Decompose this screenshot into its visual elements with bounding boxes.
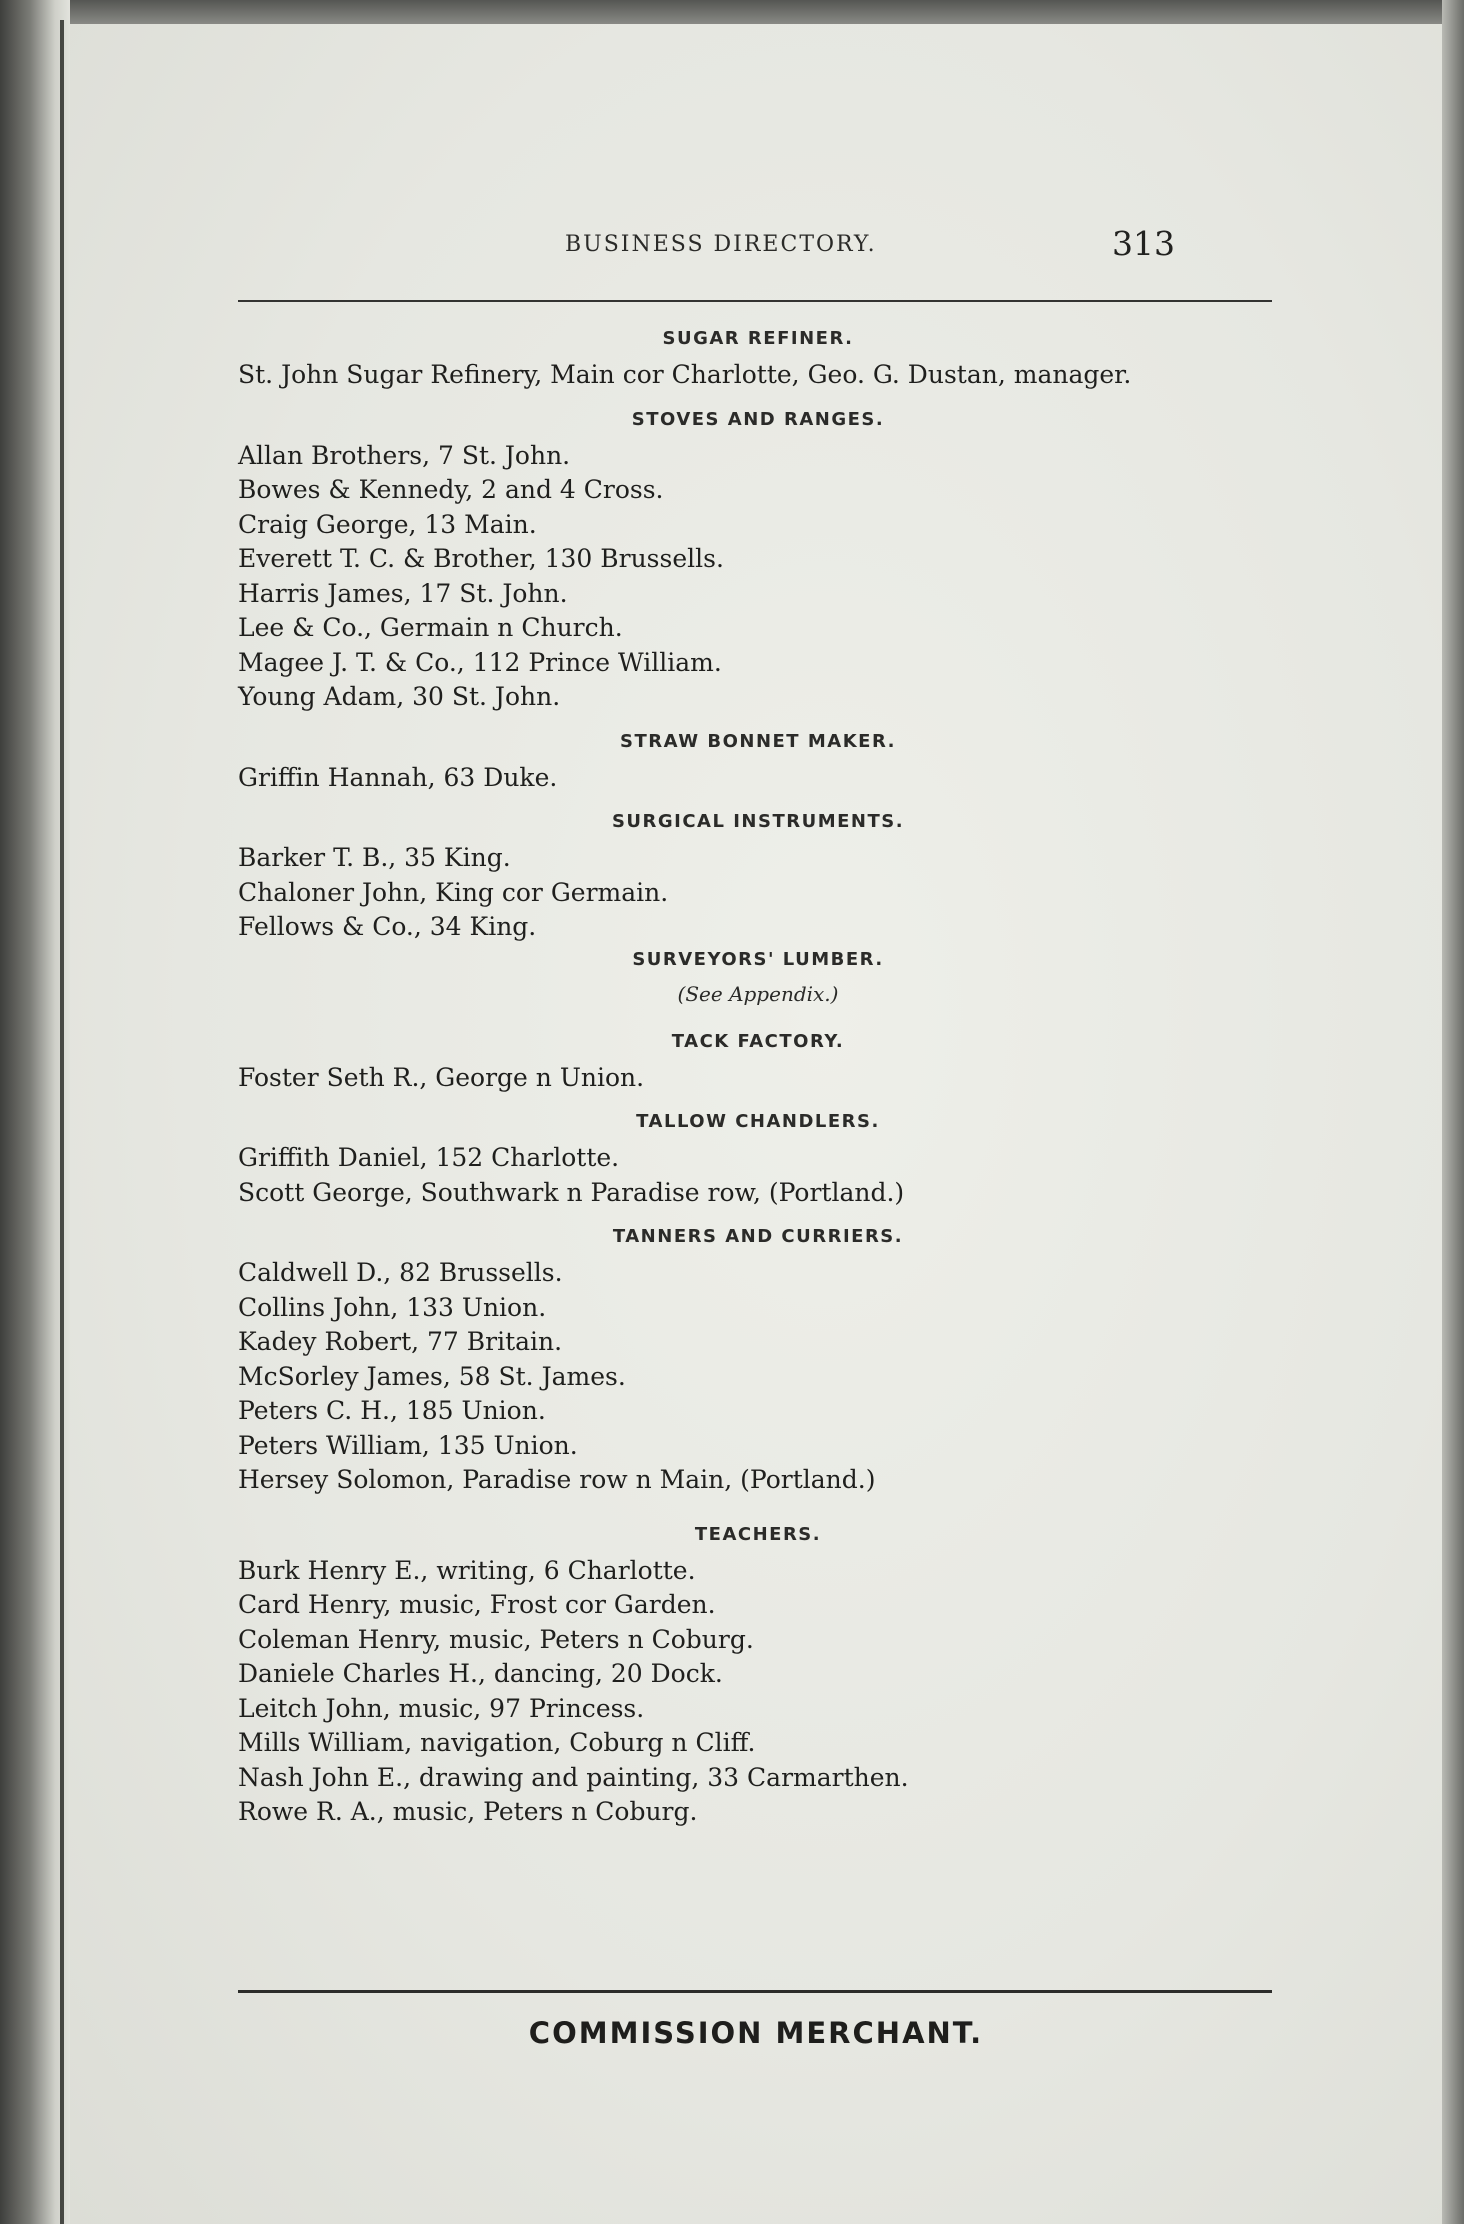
footer-rule bbox=[238, 1990, 1272, 1993]
listing-entry: Young Adam, 30 St. John. bbox=[238, 682, 561, 711]
listing-entry: St. John Sugar Refinery, Main cor Charlotte, Geo. G. Dustan, manager. bbox=[238, 360, 1132, 389]
listing-entry: Fellows & Co., 34 King. bbox=[238, 912, 537, 941]
listing-entry: Daniele Charles H., dancing, 20 Dock. bbox=[238, 1659, 723, 1688]
listing-entry: Peters William, 135 Union. bbox=[238, 1430, 578, 1460]
listing-entry: Coleman Henry, music, Peters n Coburg. bbox=[238, 1624, 754, 1654]
listing-entry: Rowe R. A., music, Peters n Coburg. bbox=[238, 1797, 698, 1826]
listing-entry: McSorley James, 58 St. James. bbox=[238, 1361, 626, 1391]
book-binding-line bbox=[60, 20, 64, 2224]
listing-entry: Magee J. T. & Co., 112 Prince William. bbox=[238, 647, 722, 677]
listing-entry: Collins John, 133 Union. bbox=[238, 1292, 547, 1322]
listing-entry: Mills William, navigation, Coburg n Cliff. bbox=[238, 1728, 756, 1757]
section-heading: STRAW BONNET MAKER. bbox=[620, 730, 896, 752]
listing-entry: Burk Henry E., writing, 6 Charlotte. bbox=[238, 1555, 696, 1585]
listing-entry: Card Henry, music, Frost cor Garden. bbox=[238, 1590, 716, 1619]
header-title: BUSINESS DIRECTORY. bbox=[565, 232, 877, 257]
listing-entry: Foster Seth R., George n Union. bbox=[238, 1062, 645, 1092]
listing-entry: Kadey Robert, 77 Britain. bbox=[238, 1327, 563, 1356]
listing-entry: Peters C. H., 185 Union. bbox=[238, 1396, 546, 1425]
section-heading: SURGICAL INSTRUMENTS. bbox=[611, 811, 905, 832]
listing-entry: Griffin Hannah, 63 Duke. bbox=[238, 762, 558, 792]
section-heading: TANNERS AND CURRIERS. bbox=[612, 1226, 904, 1247]
listing-entry: Scott George, Southwark n Paradise row, (Portland.) bbox=[238, 1177, 905, 1207]
listing-entry: Harris James, 17 St. John. bbox=[238, 578, 568, 608]
listing-entry: Chaloner John, King cor Germain. bbox=[238, 877, 669, 907]
directory-listing bbox=[238, 324, 1278, 1830]
directory-page bbox=[70, 24, 1442, 2224]
header-rule bbox=[238, 300, 1272, 302]
next-section-banner: COMMISSION MERCHANT. bbox=[528, 2016, 984, 2050]
listing-entry: Nash John E., drawing and painting, 33 Carmarthen. bbox=[238, 1762, 909, 1792]
listing-entry: Barker T. B., 35 King. bbox=[238, 843, 511, 872]
running-header bbox=[70, 224, 1442, 274]
listing-entry: Craig George, 13 Main. bbox=[238, 509, 537, 539]
listing-entry: Leitch John, music, 97 Princess. bbox=[238, 1693, 645, 1723]
section-heading: SUGAR REFINER. bbox=[662, 328, 854, 349]
listing-entry: Bowes & Kennedy, 2 and 4 Cross. bbox=[238, 475, 664, 504]
scan-top-edge bbox=[0, 0, 1464, 26]
see-appendix-note: (See Appendix.) bbox=[677, 981, 839, 1006]
listing-entry: Griffith Daniel, 152 Charlotte. bbox=[238, 1143, 620, 1172]
section-heading: STOVES AND RANGES. bbox=[631, 408, 885, 430]
section-heading: SURVEYORS' LUMBER. bbox=[632, 948, 884, 970]
listing-entry: Hersey Solomon, Paradise row n Main, (Portland.) bbox=[238, 1465, 876, 1494]
page-number: 313 bbox=[1112, 224, 1175, 263]
section-heading: TACK FACTORY. bbox=[671, 1030, 845, 1052]
scan-right-edge bbox=[1442, 0, 1464, 2224]
listing-entry: Caldwell D., 82 Brussells. bbox=[238, 1258, 563, 1287]
listing-entry: Everett T. C. & Brother, 130 Brussells. bbox=[238, 544, 724, 573]
listing-entry: Allan Brothers, 7 St. John. bbox=[238, 440, 571, 470]
section-heading: TEACHERS. bbox=[694, 1523, 822, 1545]
section-heading: TALLOW CHANDLERS. bbox=[636, 1111, 880, 1132]
listing-entry: Lee & Co., Germain n Church. bbox=[238, 613, 623, 642]
